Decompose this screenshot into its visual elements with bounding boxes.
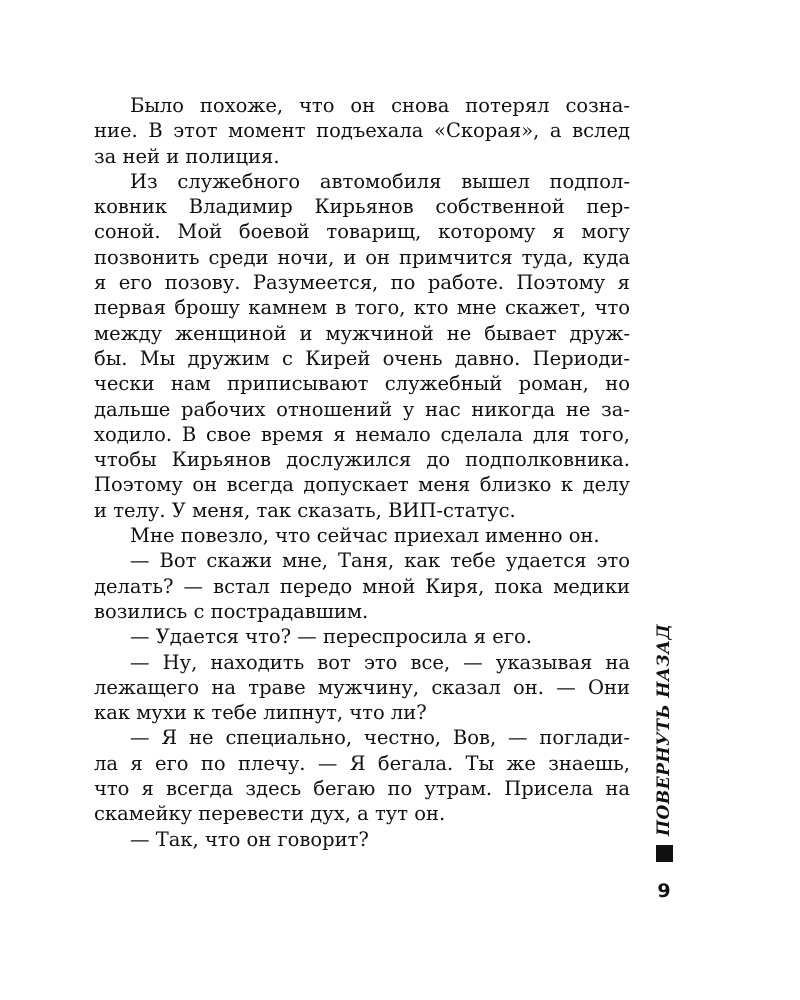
text-line: — Ну, находить вот это все, — указывая на: [130, 650, 630, 674]
text-line: скамейку перевести дух, а тут он.: [94, 802, 446, 826]
page-number: 9: [657, 880, 671, 902]
section-marker: [656, 845, 673, 862]
text-line: и телу. У меня, так сказать, ВИП-статус.: [94, 498, 516, 522]
text-line: лежащего на траве мужчину, сказал он. — Они: [94, 675, 630, 699]
text-line: за ней и полиция.: [94, 144, 280, 168]
text-line: бы. Мы дружим с Кирей очень давно. Периоди-: [94, 346, 630, 370]
text-line: соной. Мой боевой товарищ, которому я могу: [94, 220, 630, 244]
text-line: дальше рабочих отношений у нас никогда не за-: [94, 397, 630, 421]
text-line: ла я его по плечу. — Я бегала. Ты же знаешь,: [94, 751, 630, 775]
text-line: я его позову. Разумеется, по работе. Поэтому я: [94, 271, 630, 295]
text-line: ковник Владимир Кирьянов собственной пер-: [94, 195, 630, 219]
text-line: делать? — встал передо мной Киря, пока медики: [94, 574, 630, 598]
text-line: первая брошу камнем в того, кто мне скажет, что: [94, 296, 630, 320]
body-text: [94, 93, 630, 852]
text-line: чтобы Кирьянов дослужился до подполковника.: [94, 448, 630, 472]
text-line: что я всегда здесь бегаю по утрам. Присела на: [94, 777, 630, 801]
text-line: между женщиной и мужчиной не бывает друж-: [94, 321, 630, 345]
text-line: — Так, что он говорит?: [130, 827, 369, 851]
text-line: ходило. В свое время я немало сделала для того,: [94, 422, 630, 446]
text-line: Мне повезло, что сейчас приехал именно он.: [130, 524, 600, 548]
text-line: — Вот скажи мне, Таня, как тебе удается это: [130, 549, 630, 573]
text-line: Было похоже, что он снова потерял созна-: [130, 94, 630, 117]
text-line: возились с пострадавшим.: [94, 599, 369, 623]
text-line: — Я не специально, честно, Вов, — поглади-: [130, 726, 630, 750]
text-line: позвонить среди ночи, и он примчится туда, куда: [94, 245, 630, 269]
text-line: Из служебного автомобиля вышел подпол-: [130, 169, 630, 193]
text-line: ние. В этот момент подъехала «Скорая», а вслед: [94, 119, 630, 143]
text-line: чески нам приписывают служебный роман, но: [94, 372, 630, 396]
text-line: как мухи к тебе липнут, что ли?: [94, 701, 427, 725]
text-line: — Удается что? — переспросила я его.: [130, 625, 532, 649]
text-line: Поэтому он всегда допускает меня близко к делу: [94, 473, 630, 497]
running-title: ПОВЕРНУТЬ НАЗАД: [654, 623, 674, 836]
